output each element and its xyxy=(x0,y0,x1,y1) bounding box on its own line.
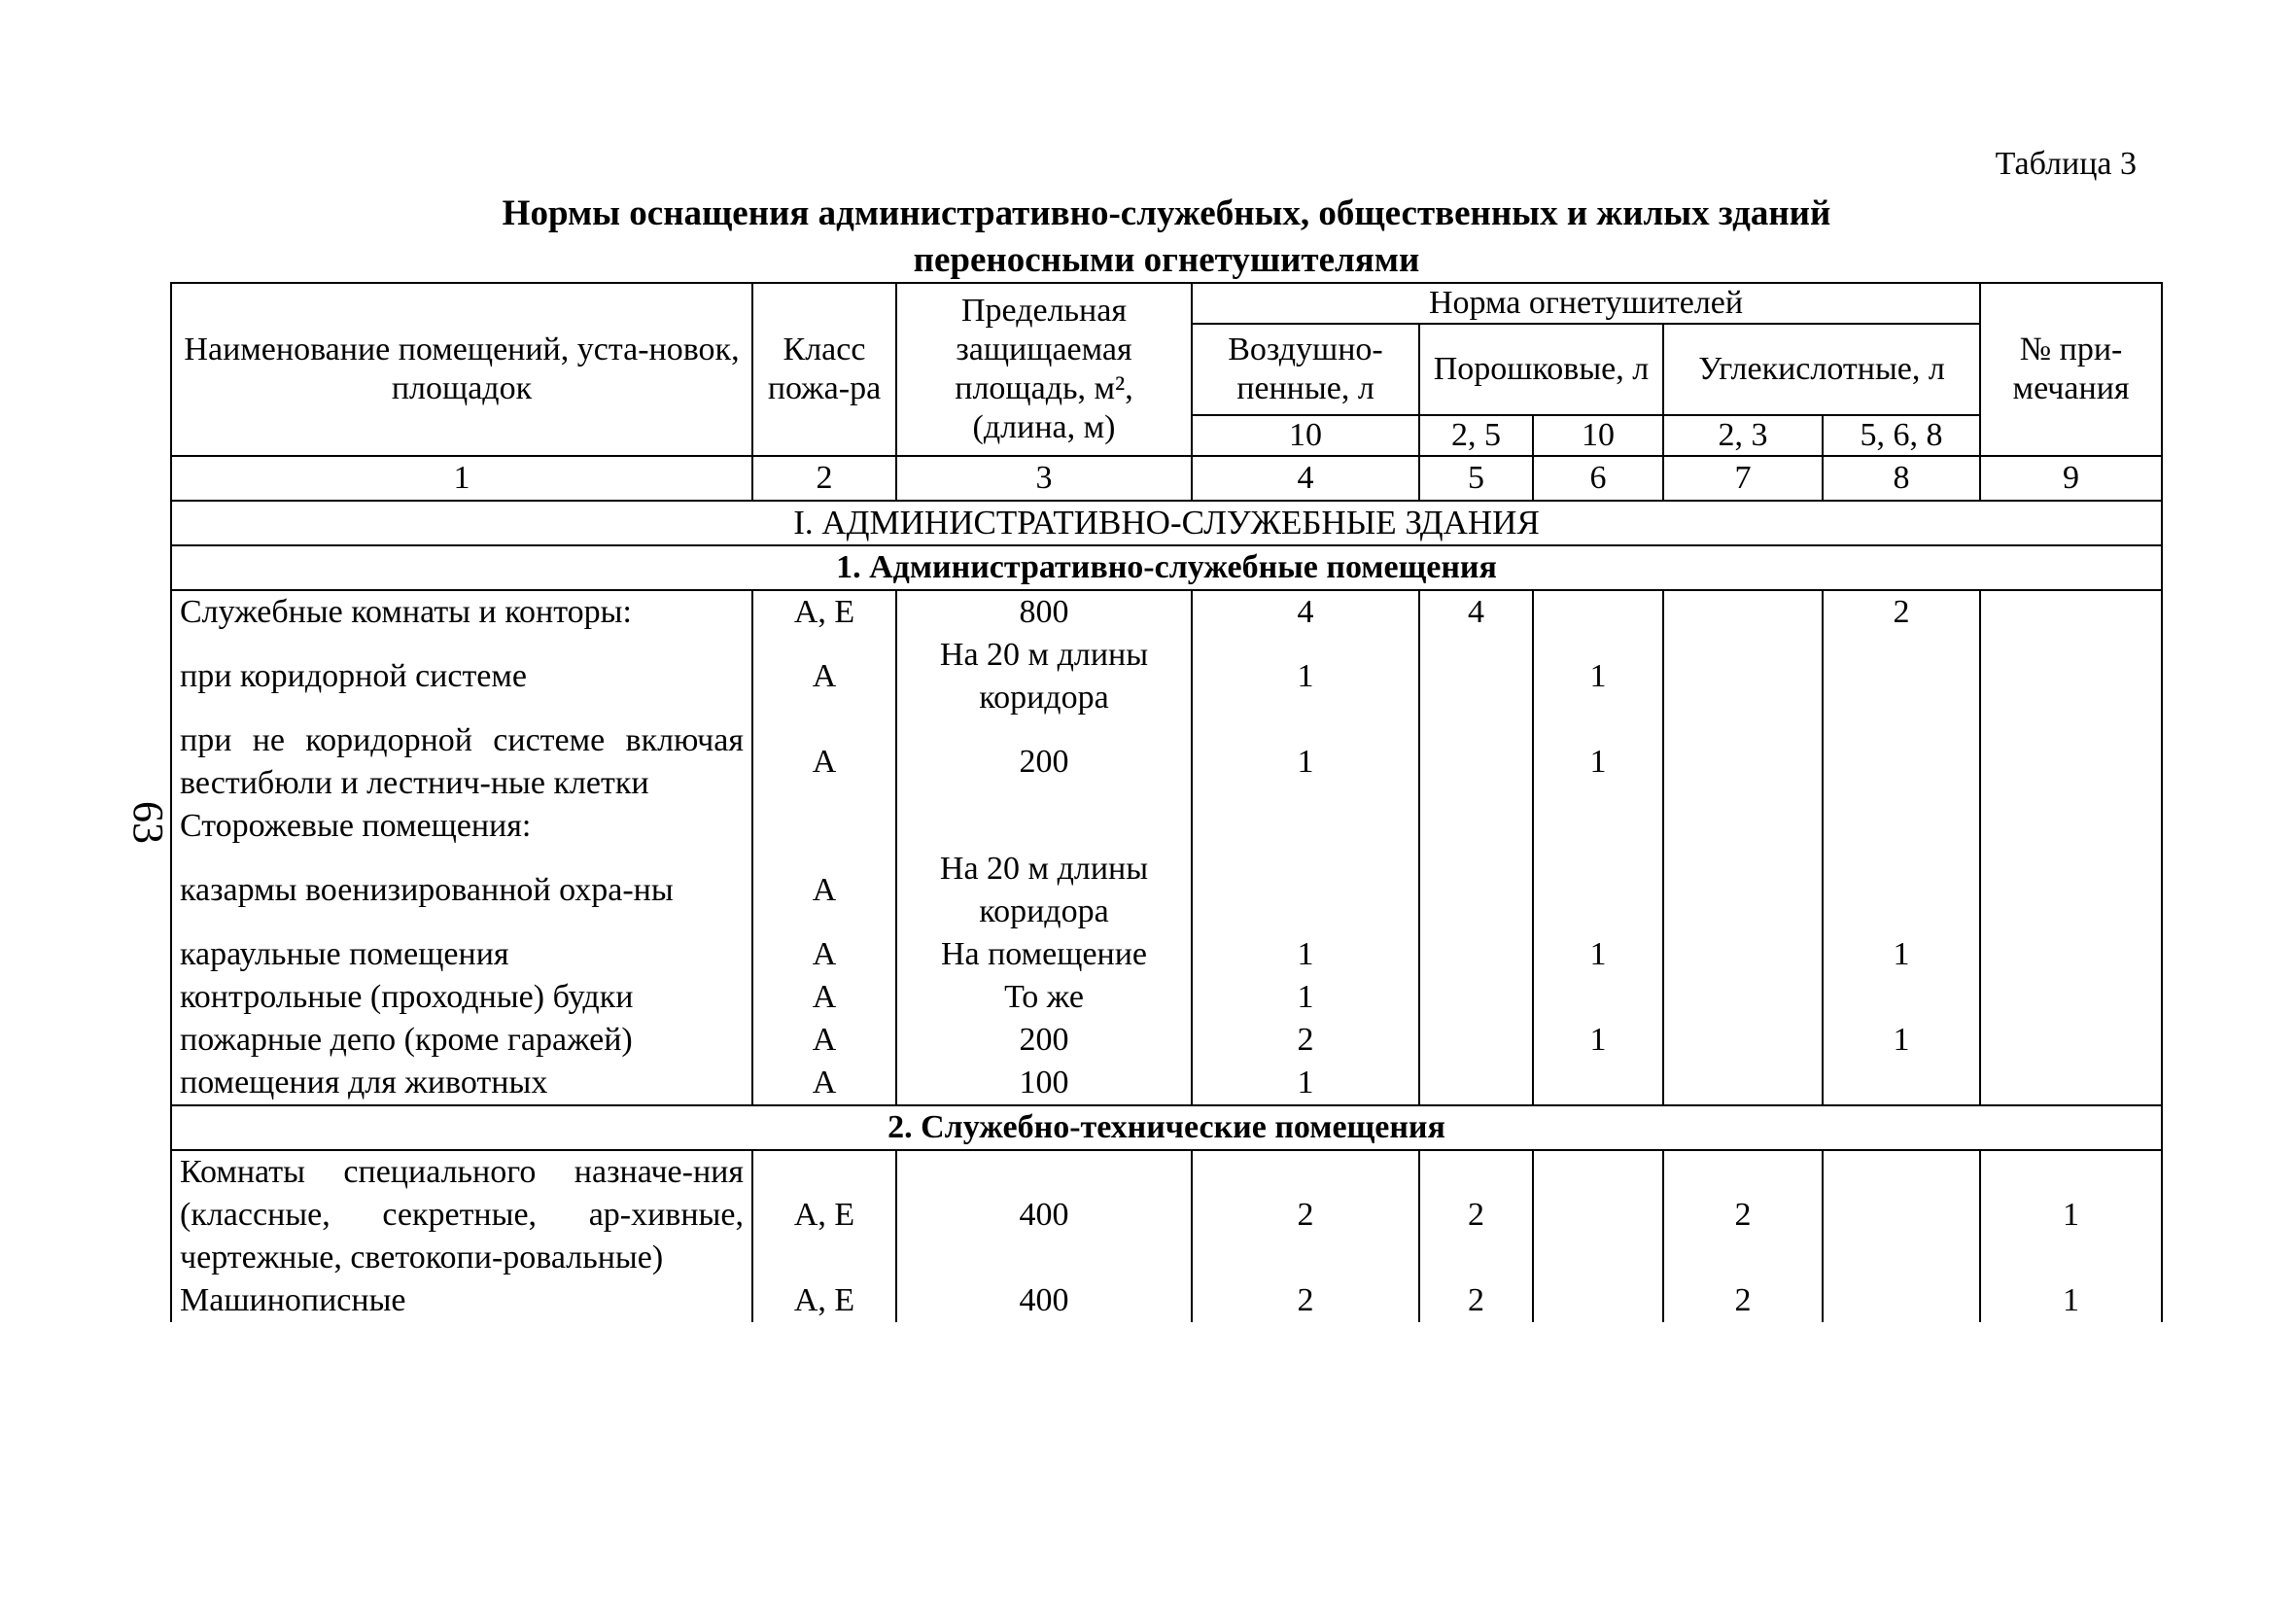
room-name: Машинописные xyxy=(171,1279,752,1322)
powder-2-5 xyxy=(1419,848,1533,933)
fire-class: А xyxy=(752,1019,896,1062)
co2-2-3 xyxy=(1663,634,1823,719)
powder-2-5 xyxy=(1419,1019,1533,1062)
co2-5-6-8 xyxy=(1823,634,1980,719)
header-powder: Порошковые, л xyxy=(1419,324,1663,415)
powder-2-5 xyxy=(1419,976,1533,1019)
fire-class xyxy=(752,805,896,848)
powder-10 xyxy=(1533,590,1663,634)
note-number xyxy=(1980,1019,2162,1062)
table-row xyxy=(171,1062,2162,1105)
co2-2-3 xyxy=(1663,805,1823,848)
column-number: 2 xyxy=(752,456,896,501)
co2-2-3: 2 xyxy=(1663,1150,1823,1279)
note-number: 1 xyxy=(1980,1150,2162,1279)
co2-5-6-8 xyxy=(1823,719,1980,805)
fire-class: А, Е xyxy=(752,1279,896,1322)
powder-2-5 xyxy=(1419,933,1533,976)
table-row xyxy=(171,590,2162,634)
room-name: пожарные депо (кроме гаражей) xyxy=(171,1019,752,1062)
powder-2-5 xyxy=(1419,719,1533,805)
table-row xyxy=(171,976,2162,1019)
co2-2-3 xyxy=(1663,976,1823,1019)
air-foam-10: 2 xyxy=(1192,1019,1419,1062)
air-foam-10: 2 xyxy=(1192,1279,1419,1322)
powder-10: 1 xyxy=(1533,1019,1663,1062)
table-title-line-2: переносными огнетушителями xyxy=(913,240,1420,280)
header-fire-class: Класс пожа-ра xyxy=(752,283,896,456)
powder-10 xyxy=(1533,976,1663,1019)
co2-5-6-8 xyxy=(1823,848,1980,933)
header-area: Предельная защищаемая площадь, м², (длина, м) xyxy=(896,283,1192,456)
room-name: при не коридорной системе включая вестибюли и лестнич-ные клетки xyxy=(171,719,752,805)
powder-10: 1 xyxy=(1533,634,1663,719)
norms-table xyxy=(170,282,2163,1322)
fire-class: А xyxy=(752,933,896,976)
powder-10 xyxy=(1533,848,1663,933)
fire-class: А xyxy=(752,976,896,1019)
powder-10: 1 xyxy=(1533,933,1663,976)
air-foam-10: 1 xyxy=(1192,634,1419,719)
protected-area: 100 xyxy=(896,1062,1192,1105)
room-name: помещения для животных xyxy=(171,1062,752,1105)
note-number xyxy=(1980,634,2162,719)
note-number: 1 xyxy=(1980,1279,2162,1322)
co2-2-3 xyxy=(1663,933,1823,976)
table-title-line-1: Нормы оснащения административно-служебных, общественных и жилых зданий xyxy=(502,193,1831,233)
co2-2-3: 2 xyxy=(1663,1279,1823,1322)
air-foam-10: 4 xyxy=(1192,590,1419,634)
room-name: караульные помещения xyxy=(171,933,752,976)
protected-area: На помещение xyxy=(896,933,1192,976)
section-row xyxy=(171,501,2162,545)
table-row xyxy=(171,933,2162,976)
table-body-technical xyxy=(171,1150,2162,1322)
powder-2-5 xyxy=(1419,805,1533,848)
note-number xyxy=(1980,976,2162,1019)
powder-2-5 xyxy=(1419,1062,1533,1105)
air-foam-10: 2 xyxy=(1192,1150,1419,1279)
page-number: 63 xyxy=(124,801,172,844)
table-row xyxy=(171,805,2162,848)
header-volume: 2, 3 xyxy=(1663,415,1823,456)
air-foam-10 xyxy=(1192,805,1419,848)
air-foam-10 xyxy=(1192,848,1419,933)
co2-2-3 xyxy=(1663,1019,1823,1062)
co2-5-6-8: 1 xyxy=(1823,933,1980,976)
note-number xyxy=(1980,590,2162,634)
header-notes: № при-мечания xyxy=(1980,283,2162,456)
co2-5-6-8 xyxy=(1823,805,1980,848)
powder-10 xyxy=(1533,1150,1663,1279)
table-body-admin xyxy=(171,590,2162,1105)
column-number: 1 xyxy=(171,456,752,501)
column-number: 8 xyxy=(1823,456,1980,501)
table-row xyxy=(171,634,2162,719)
column-number: 4 xyxy=(1192,456,1419,501)
co2-2-3 xyxy=(1663,590,1823,634)
air-foam-10: 1 xyxy=(1192,933,1419,976)
section-heading: I. АДМИНИСТРАТИВНО-СЛУЖЕБНЫЕ ЗДАНИЯ xyxy=(171,501,2162,545)
table-title xyxy=(170,191,2163,284)
table-row xyxy=(171,1150,2162,1279)
protected-area: 200 xyxy=(896,719,1192,805)
fire-class: А, Е xyxy=(752,1150,896,1279)
powder-10 xyxy=(1533,1279,1663,1322)
protected-area: То же xyxy=(896,976,1192,1019)
subsection-heading: 1. Административно-служебные помещения xyxy=(171,545,2162,590)
subsection-heading: 2. Служебно-технические помещения xyxy=(171,1105,2162,1150)
protected-area: 800 xyxy=(896,590,1192,634)
table-row xyxy=(171,1019,2162,1062)
protected-area: 400 xyxy=(896,1150,1192,1279)
fire-class: А, Е xyxy=(752,590,896,634)
fire-class: А xyxy=(752,848,896,933)
subsection-row xyxy=(171,1105,2162,1150)
note-number xyxy=(1980,933,2162,976)
note-number xyxy=(1980,805,2162,848)
table-row xyxy=(171,1279,2162,1322)
column-number: 9 xyxy=(1980,456,2162,501)
header-name: Наименование помещений, уста-новок, площадок xyxy=(171,283,752,456)
co2-5-6-8 xyxy=(1823,1062,1980,1105)
room-name: Сторожевые помещения: xyxy=(171,805,752,848)
subsection-row xyxy=(171,545,2162,590)
air-foam-10: 1 xyxy=(1192,976,1419,1019)
header-air-foam: Воздушно-пенные, л xyxy=(1192,324,1419,415)
column-number: 5 xyxy=(1419,456,1533,501)
fire-class: А xyxy=(752,634,896,719)
co2-5-6-8 xyxy=(1823,1279,1980,1322)
co2-2-3 xyxy=(1663,1062,1823,1105)
room-name: контрольные (проходные) будки xyxy=(171,976,752,1019)
powder-10 xyxy=(1533,805,1663,848)
fire-class: А xyxy=(752,719,896,805)
column-number: 7 xyxy=(1663,456,1823,501)
header-volume: 5, 6, 8 xyxy=(1823,415,1980,456)
protected-area: 200 xyxy=(896,1019,1192,1062)
room-name: казармы военизированной охра-ны xyxy=(171,848,752,933)
air-foam-10: 1 xyxy=(1192,719,1419,805)
table-row xyxy=(171,719,2162,805)
header-row xyxy=(171,283,2162,324)
powder-10: 1 xyxy=(1533,719,1663,805)
header-co2: Углекислотные, л xyxy=(1663,324,1980,415)
co2-2-3 xyxy=(1663,719,1823,805)
column-number: 6 xyxy=(1533,456,1663,501)
fire-class: А xyxy=(752,1062,896,1105)
column-number: 3 xyxy=(896,456,1192,501)
header-volume: 2, 5 xyxy=(1419,415,1533,456)
protected-area: 400 xyxy=(896,1279,1192,1322)
co2-5-6-8: 2 xyxy=(1823,590,1980,634)
powder-2-5: 2 xyxy=(1419,1150,1533,1279)
protected-area xyxy=(896,805,1192,848)
room-name: при коридорной системе xyxy=(171,634,752,719)
header-norm: Норма огнетушителей xyxy=(1192,283,1980,324)
co2-2-3 xyxy=(1663,848,1823,933)
header-volume: 10 xyxy=(1192,415,1419,456)
protected-area: На 20 м длины коридора xyxy=(896,634,1192,719)
protected-area: На 20 м длины коридора xyxy=(896,848,1192,933)
header-volume: 10 xyxy=(1533,415,1663,456)
powder-2-5: 2 xyxy=(1419,1279,1533,1322)
air-foam-10: 1 xyxy=(1192,1062,1419,1105)
note-number xyxy=(1980,848,2162,933)
co2-5-6-8 xyxy=(1823,976,1980,1019)
table-row xyxy=(171,848,2162,933)
powder-2-5: 4 xyxy=(1419,590,1533,634)
table-label: Таблица 3 xyxy=(1995,146,2137,182)
room-name: Комнаты специального назначе-ния (классные, секретные, ар-хивные, чертежные, светокопи-ровальные) xyxy=(171,1150,752,1279)
co2-5-6-8 xyxy=(1823,1150,1980,1279)
co2-5-6-8: 1 xyxy=(1823,1019,1980,1062)
note-number xyxy=(1980,719,2162,805)
column-numbers-row xyxy=(171,456,2162,501)
powder-10 xyxy=(1533,1062,1663,1105)
powder-2-5 xyxy=(1419,634,1533,719)
note-number xyxy=(1980,1062,2162,1105)
room-name: Служебные комнаты и конторы: xyxy=(171,590,752,634)
